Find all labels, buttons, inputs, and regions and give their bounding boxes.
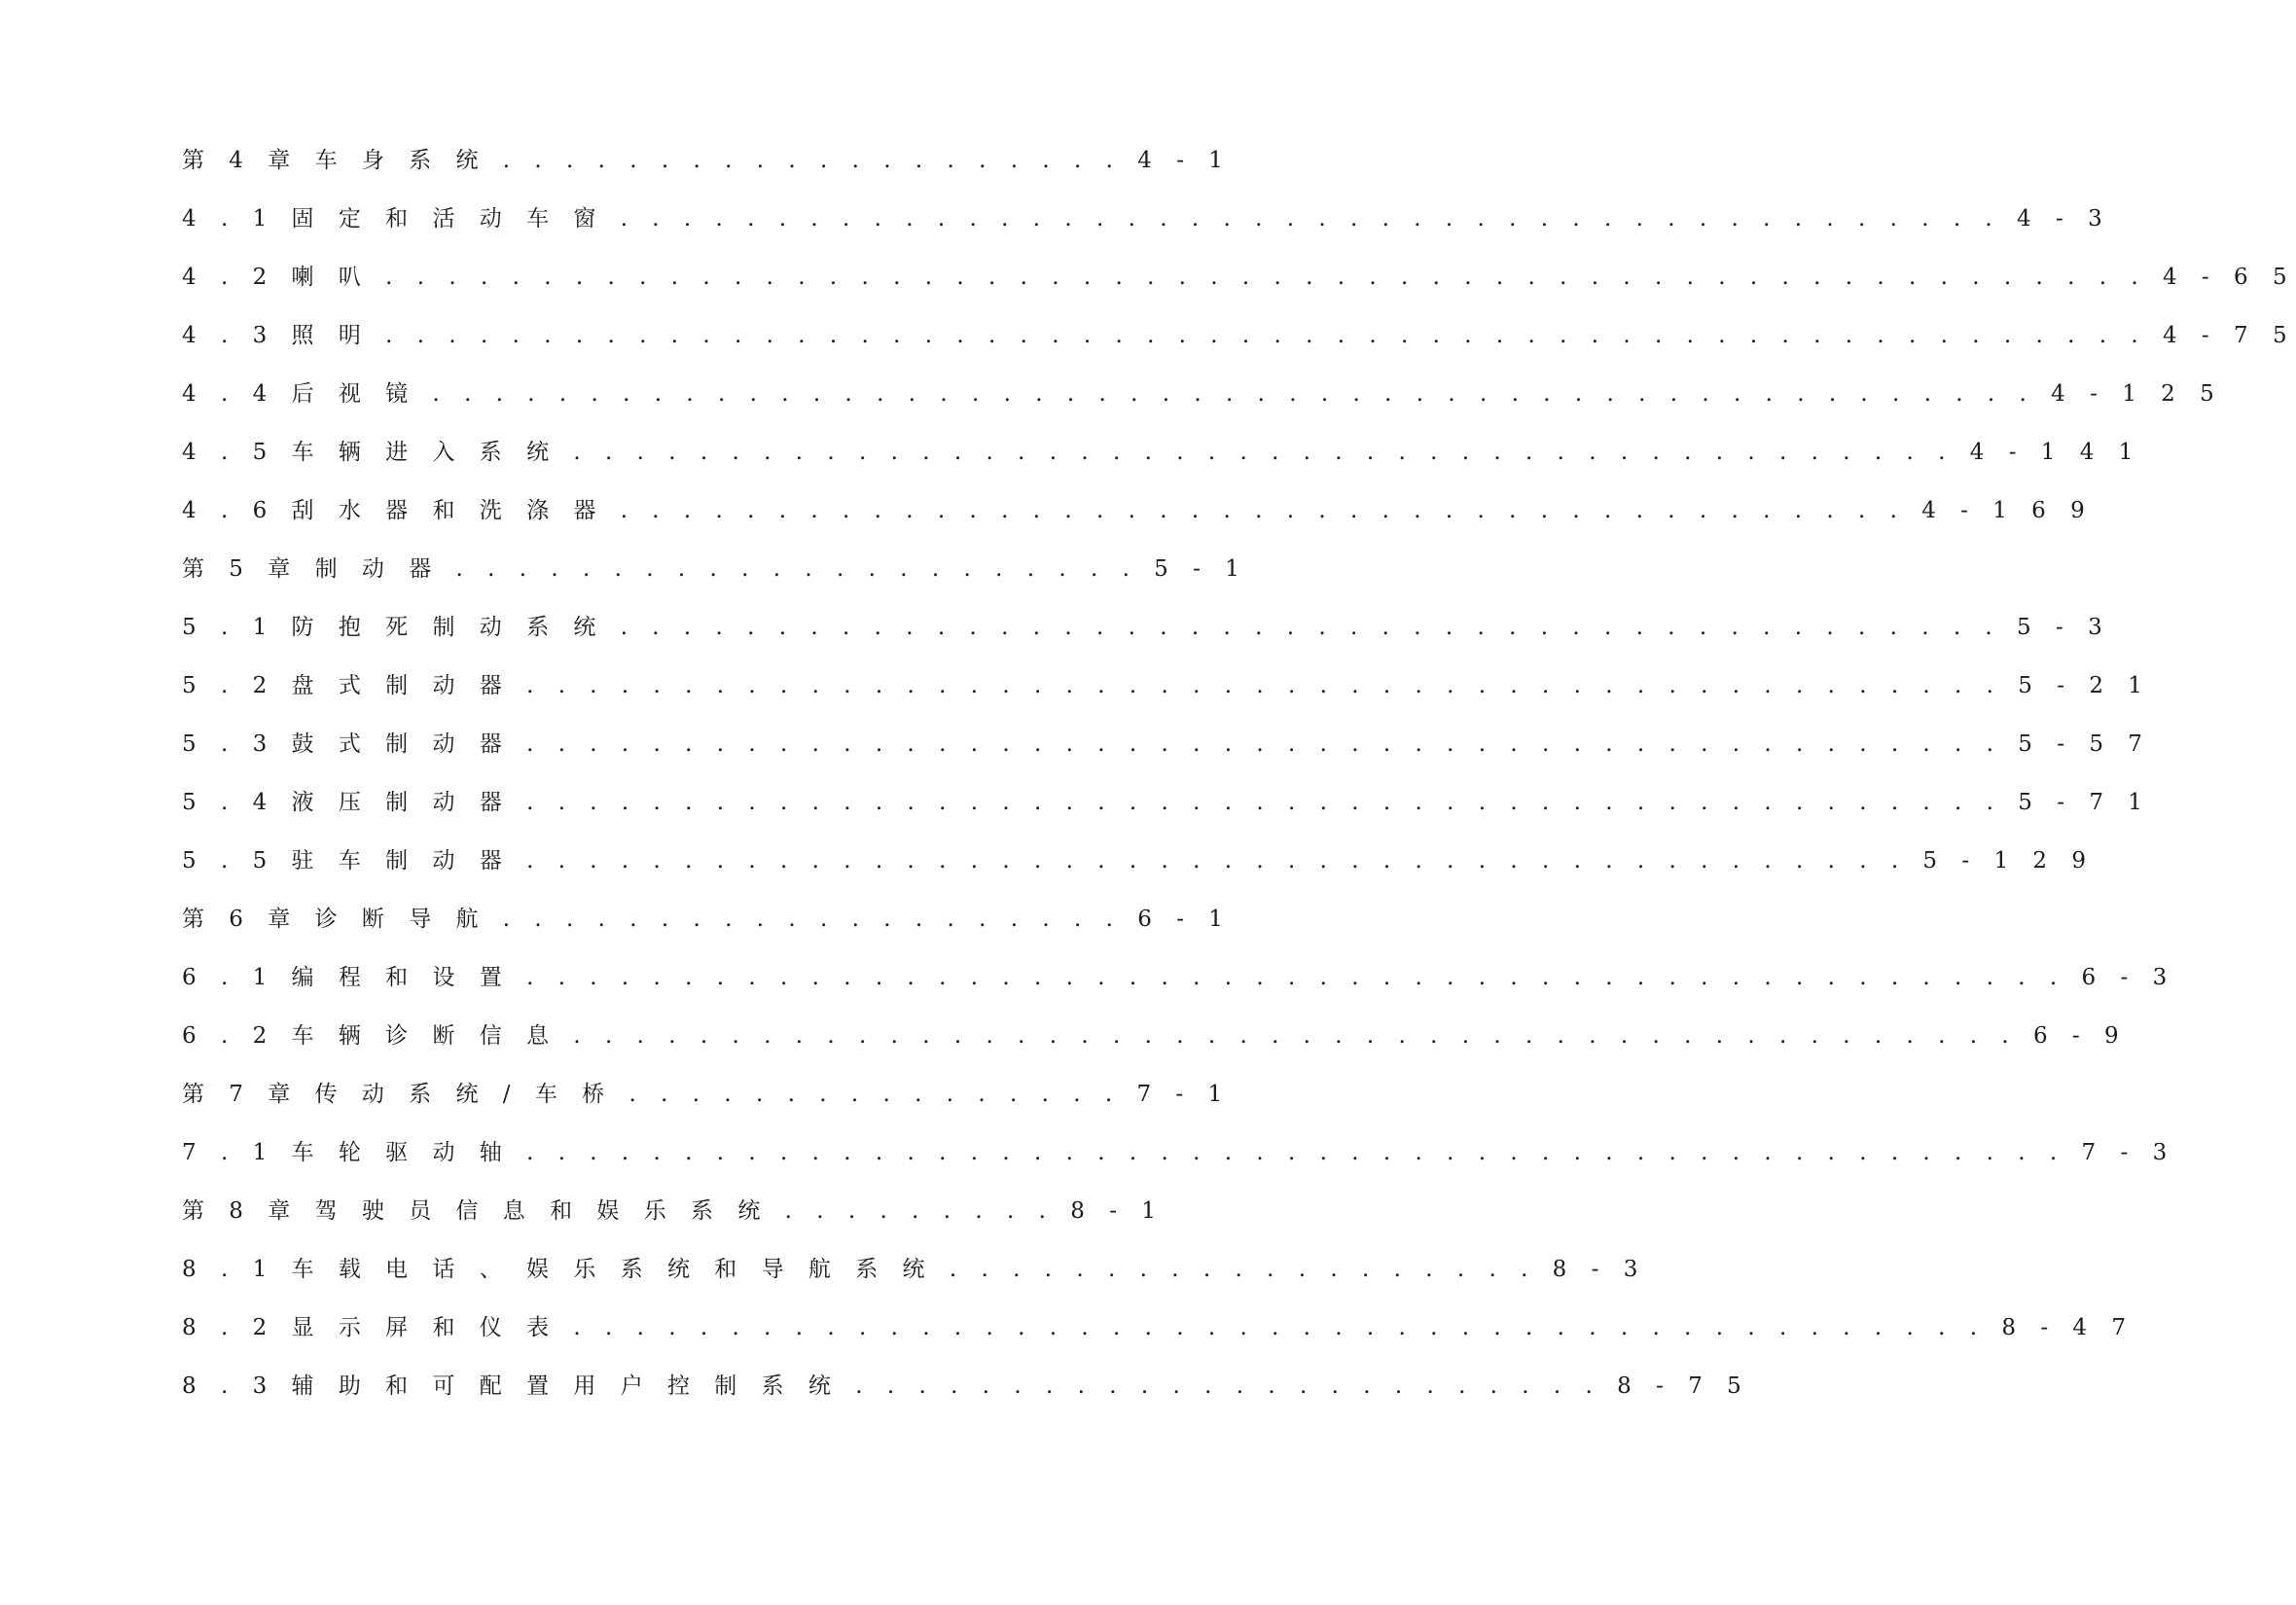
toc-section-4-3[interactable]: 4 . 3 照 明 . . . . . . . . . . . . . . . . . . . . . . . . . . . . . . . . . . . . . . . . . . . . . . . . . . . . . . . . 4 - 7 5 <box>182 323 2296 348</box>
toc-section-4-4[interactable]: 4 . 4 后 视 镜 . . . . . . . . . . . . . . . . . . . . . . . . . . . . . . . . . . . . . . . . . . . . . . . . . . . 4 - 1 2 5 <box>182 381 2223 407</box>
toc-chapter-6[interactable]: 第 6 章 诊 断 导 航 . . . . . . . . . . . . . . . . . . . . 6 - 1 <box>182 907 1232 932</box>
toc-section-6-2[interactable]: 6 . 2 车 辆 诊 断 信 息 . . . . . . . . . . . . . . . . . . . . . . . . . . . . . . . . . . . . . . . . . . . . . . 6 - 9 <box>182 1023 2128 1049</box>
toc-section-5-4[interactable]: 5 . 4 液 压 制 动 器 . . . . . . . . . . . . . . . . . . . . . . . . . . . . . . . . . . . . . . . . . . . . . . . 5 - 7 1 <box>182 790 2151 815</box>
toc-chapter-8[interactable]: 第 8 章 驾 驶 员 信 息 和 娱 乐 系 统 . . . . . . . . . 8 - 1 <box>182 1198 1165 1224</box>
toc-section-4-6[interactable]: 4 . 6 刮 水 器 和 洗 涤 器 . . . . . . . . . . . . . . . . . . . . . . . . . . . . . . . . . . . . . . . . . 4 - 1 6 9 <box>182 498 2094 523</box>
toc-section-4-2[interactable]: 4 . 2 喇 叭 . . . . . . . . . . . . . . . . . . . . . . . . . . . . . . . . . . . . . . . . . . . . . . . . . . . . . . . . 4 - 6 5 <box>182 265 2296 290</box>
toc-section-7-1[interactable]: 7 . 1 车 轮 驱 动 轴 . . . . . . . . . . . . . . . . . . . . . . . . . . . . . . . . . . . . . . . . . . . . . . . . . 7 - 3 <box>182 1140 2176 1165</box>
toc-section-5-5[interactable]: 5 . 5 驻 车 制 动 器 . . . . . . . . . . . . . . . . . . . . . . . . . . . . . . . . . . . . . . . . . . . . 5 - 1 2 9 <box>182 848 2095 874</box>
toc-section-6-1[interactable]: 6 . 1 编 程 和 设 置 . . . . . . . . . . . . . . . . . . . . . . . . . . . . . . . . . . . . . . . . . . . . . . . . . 6 - 3 <box>182 965 2176 990</box>
toc-chapter-4[interactable]: 第 4 章 车 身 系 统 . . . . . . . . . . . . . . . . . . . . 4 - 1 <box>182 148 1232 173</box>
toc-section-4-5[interactable]: 4 . 5 车 辆 进 入 系 统 . . . . . . . . . . . . . . . . . . . . . . . . . . . . . . . . . . . . . . . . . . . . 4 - 1 4 1 <box>182 440 2142 465</box>
toc-section-4-1[interactable]: 4 . 1 固 定 和 活 动 车 窗 . . . . . . . . . . . . . . . . . . . . . . . . . . . . . . . . . . . . . . . . . . . . 4 - 3 <box>182 206 2111 232</box>
toc-chapter-5[interactable]: 第 5 章 制 动 器 . . . . . . . . . . . . . . . . . . . . . . 5 - 1 <box>182 556 1248 582</box>
toc-section-5-1[interactable]: 5 . 1 防 抱 死 制 动 系 统 . . . . . . . . . . . . . . . . . . . . . . . . . . . . . . . . . . . . . . . . . . . . 5 - 3 <box>182 615 2111 640</box>
toc-section-5-3[interactable]: 5 . 3 鼓 式 制 动 器 . . . . . . . . . . . . . . . . . . . . . . . . . . . . . . . . . . . . . . . . . . . . . . . 5 - 5 7 <box>182 731 2151 757</box>
toc-section-8-1[interactable]: 8 . 1 车 载 电 话 、 娱 乐 系 统 和 导 航 系 统 . . . . . . . . . . . . . . . . . . . 8 - 3 <box>182 1257 1647 1282</box>
toc-section-5-2[interactable]: 5 . 2 盘 式 制 动 器 . . . . . . . . . . . . . . . . . . . . . . . . . . . . . . . . . . . . . . . . . . . . . . . 5 - 2 1 <box>182 673 2151 698</box>
toc-section-8-3[interactable]: 8 . 3 辅 助 和 可 配 置 用 户 控 制 系 统 . . . . . . . . . . . . . . . . . . . . . . . . 8 - 7 5 <box>182 1373 1750 1399</box>
toc-chapter-7[interactable]: 第 7 章 传 动 系 统 / 车 桥 . . . . . . . . . . . . . . . . 7 - 1 <box>182 1082 1232 1107</box>
toc-section-8-2[interactable]: 8 . 2 显 示 屏 和 仪 表 . . . . . . . . . . . . . . . . . . . . . . . . . . . . . . . . . . . . . . . . . . . . . 8 - 4 7 <box>182 1315 2135 1340</box>
